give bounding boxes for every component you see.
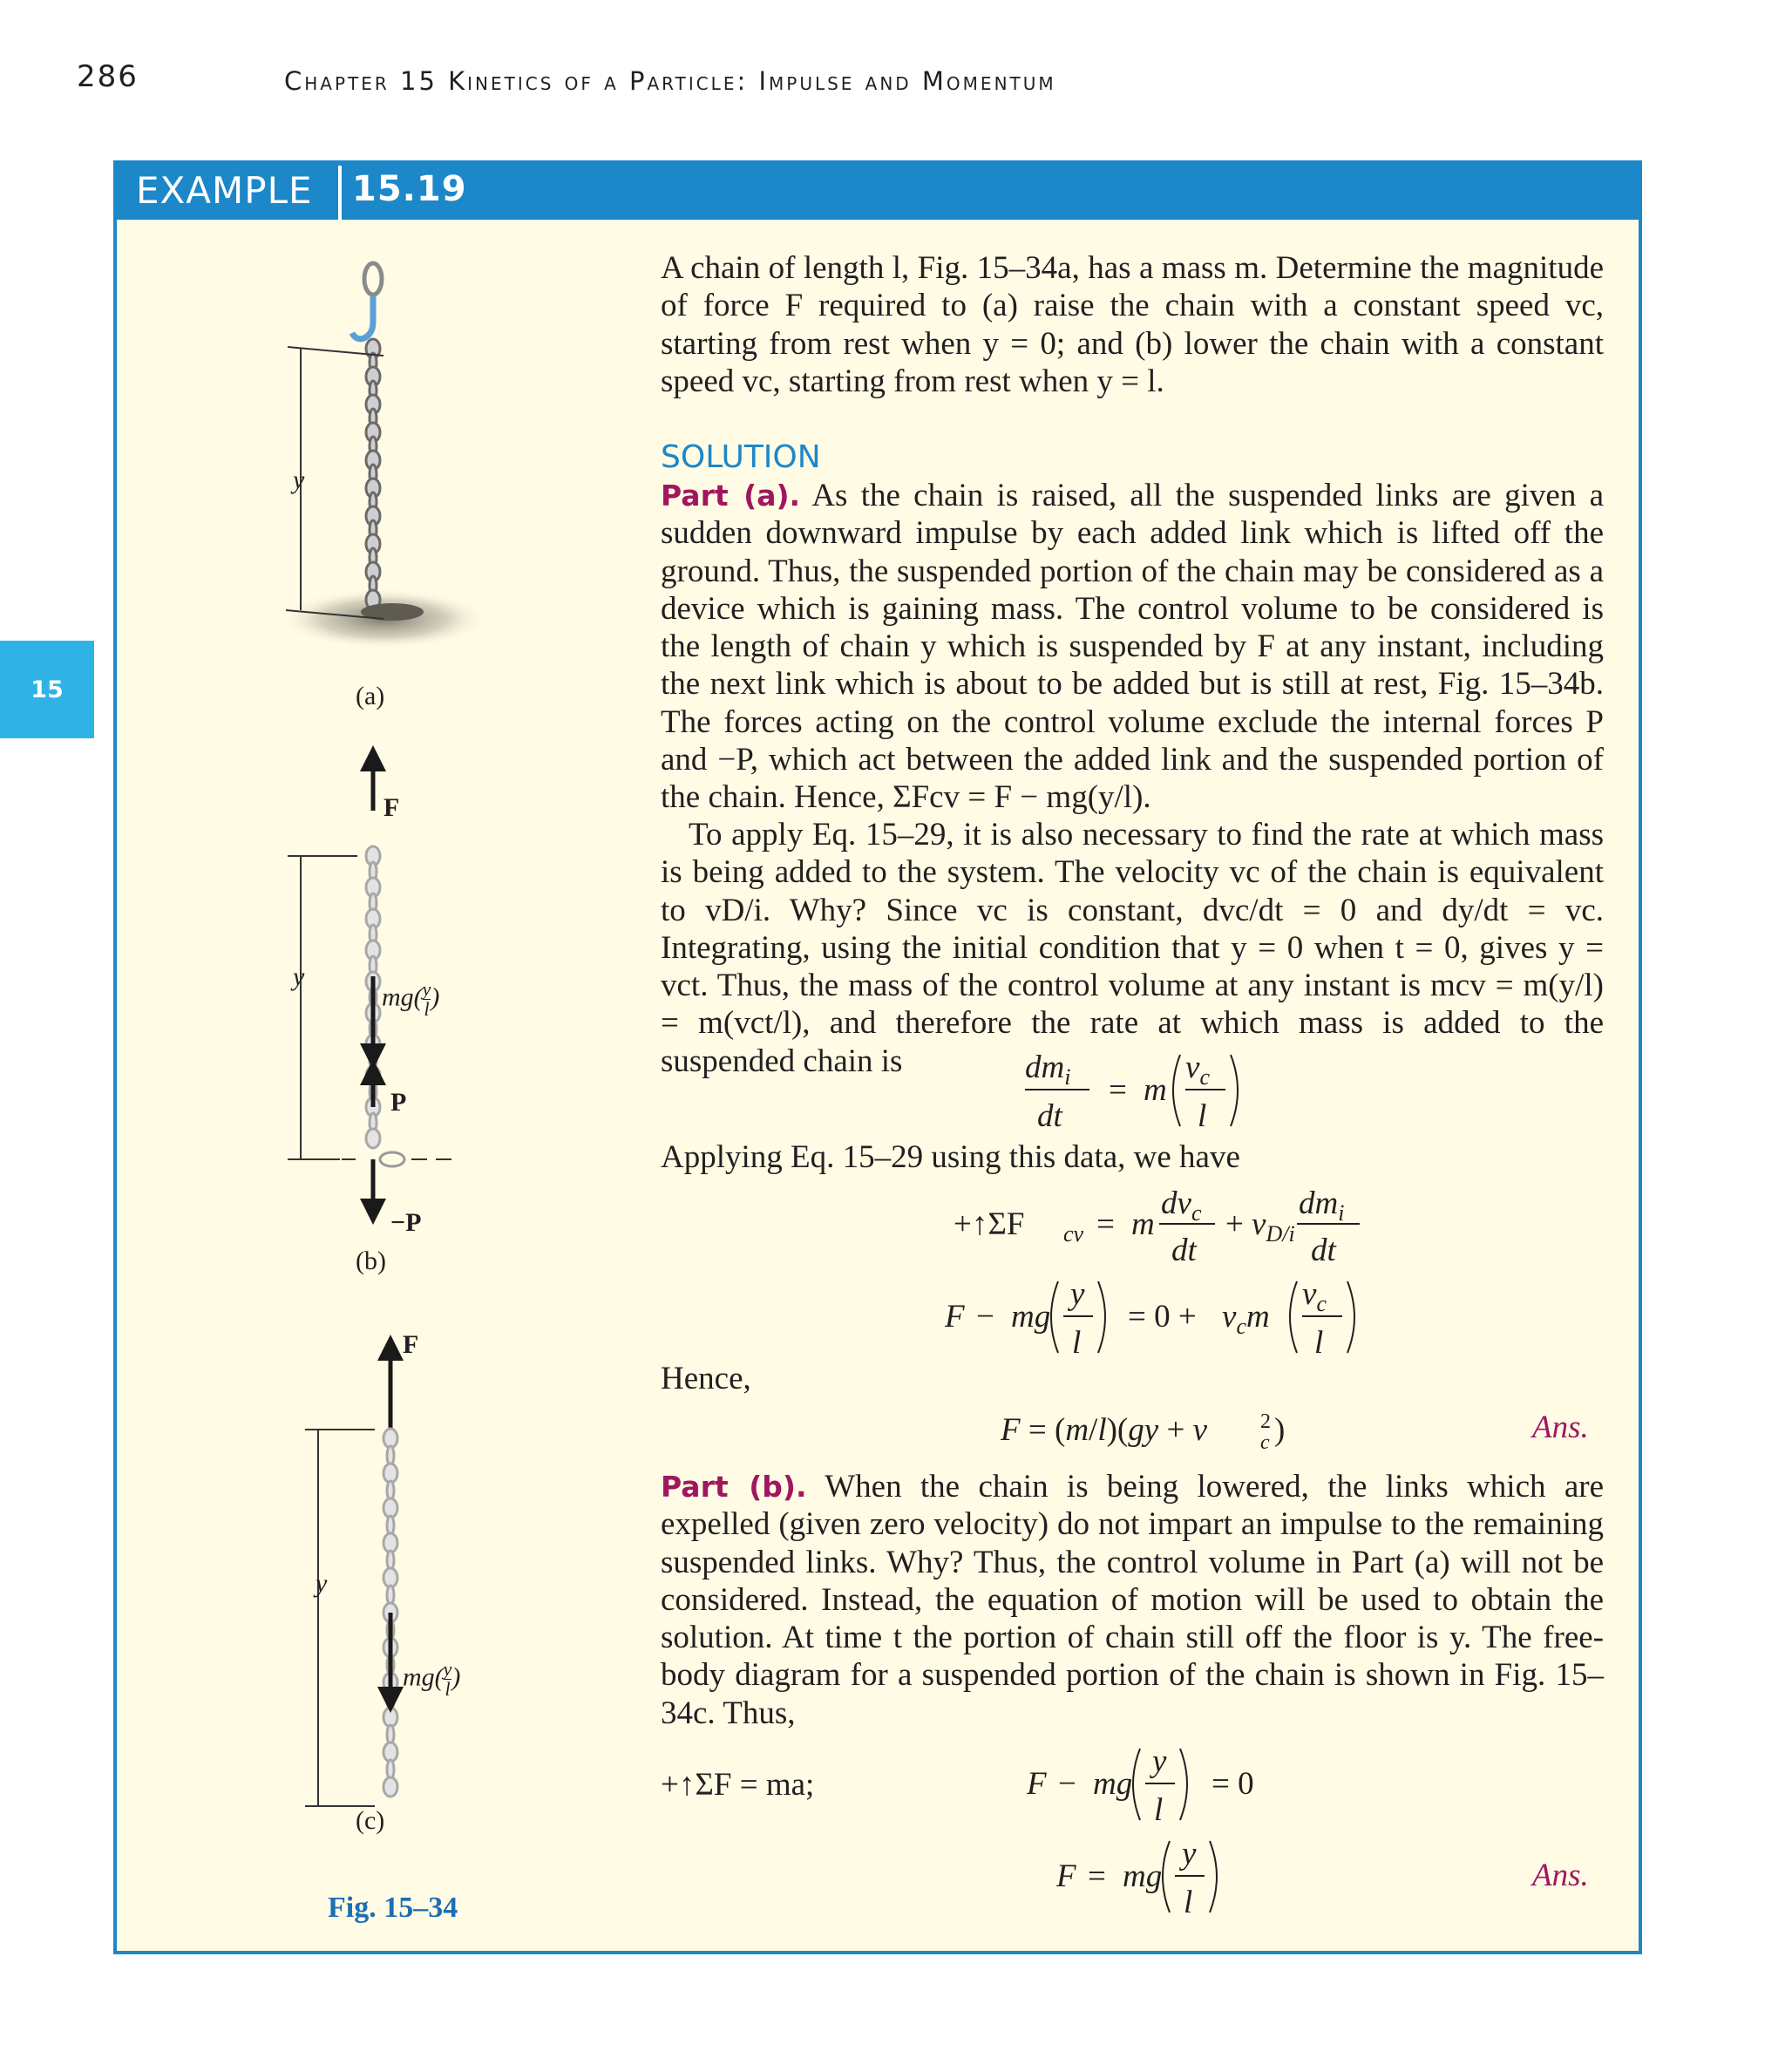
- figure-label-a: (a): [356, 682, 385, 710]
- running-head: Chapter 15 Kinetics of a Particle: Impulse and Momentum: [284, 66, 1056, 96]
- page-number: 286: [77, 59, 139, 94]
- svg-text:dt: dt: [1171, 1233, 1197, 1268]
- svg-text:+: +: [1225, 1206, 1244, 1242]
- part-b-heading: Part (b).: [661, 1470, 807, 1504]
- equation-part-b-motion: [1027, 1736, 1288, 1832]
- answer-label-a: Ans.: [1532, 1410, 1589, 1445]
- dim-label-y-b: y: [293, 962, 305, 991]
- svg-text:dt: dt: [1311, 1233, 1336, 1268]
- weight-label-c: mg( $\frac{y}{l}$ ): [403, 1658, 461, 1700]
- svg-text:F = (m/l)(gy + v: F = (m/l)(gy + v: [1001, 1412, 1208, 1448]
- svg-text:vD/i: $v_{D/i}$: [1252, 1206, 1295, 1247]
- svg-text:=: =: [1109, 1072, 1127, 1108]
- svg-text:mg: mg: [1093, 1766, 1133, 1802]
- equation-of-motion-label: +↑ΣF = ma;: [661, 1767, 815, 1803]
- svg-text:cv: cv: [1063, 1221, 1084, 1247]
- svg-text:dt: dt: [1037, 1098, 1062, 1134]
- example-number: 15.19: [352, 169, 467, 209]
- part-a-applying: Applying Eq. 15–29 using this data, we have: [661, 1139, 1240, 1175]
- weight-label-b: mg( $\frac{y}{l}$ ): [382, 978, 440, 1020]
- chapter-tab: 15: [0, 641, 94, 738]
- hook-icon: [352, 296, 373, 339]
- force-label-P: P: [390, 1088, 407, 1117]
- equation-part-a-substituted: [945, 1269, 1372, 1365]
- svg-text:dmi: $dm_i$: [1299, 1185, 1345, 1226]
- svg-text:m: m: [1144, 1072, 1167, 1108]
- chain-link: [366, 1129, 380, 1148]
- part-a-text-1: As the chain is raised, all the suspended links are given a sudden downward impulse by each added link which is lifted off the ground. Thus, the suspended portion of the chain may be considered as a device which is gaining mass. The control volume to be considered is the length of chain y which is suspended by F at any instant, including the next link which is about to be added but is still at rest, Fig. 15–34b. The forces acting on the control volume exclude the internal forces P and −P, which act between the added link and the suspended portion of the chain. Hence, ΣFcv = F − mg(y/l).: [661, 478, 1605, 816]
- force-label-negP: −P: [390, 1208, 422, 1237]
- svg-text:vcm: $v_cm$: [1222, 1299, 1270, 1339]
- svg-text:=: =: [1096, 1206, 1115, 1242]
- svg-text:mg: mg: [1123, 1858, 1163, 1894]
- svg-text:vc: $v_c$: [1185, 1050, 1210, 1090]
- svg-text:−: −: [1058, 1766, 1076, 1802]
- svg-text:): ): [1274, 1412, 1286, 1448]
- svg-text:y: y: [1070, 1276, 1085, 1312]
- chain-a: [366, 339, 380, 609]
- part-b-text: When the chain is being lowered, the links which are expelled (given zero velocity) do not impart an impulse to the remaining suspended links. Why? Thus, the control volume in Part (a) will not be considered. Instead, the equation of motion will be used to obtain the solution. At time t the portion of chain still off the floor is y. The free-body diagram for a suspended portion of the chain is shown in Fig. 15–34c. Thus,: [661, 1469, 1605, 1731]
- chain-link: [383, 1777, 397, 1797]
- svg-text:2: 2: [1260, 1410, 1271, 1433]
- svg-text:l: l: [1072, 1325, 1082, 1361]
- part-a-paragraph-2: To apply Eq. 15–29, it is also necessary to find the rate at which mass is being added to the system. The velocity vc of the chain is equivalent to vD/i. Why? Since vc is constant, dvc/dt = 0 and dy/dt = vc. Integrating, using the initial condition that y = 0 when t = 0, gives y = vct. Thus, the mass of the control volume at any instant is mcv = m(y/l) = m(vct/l), and therefore the rate at which mass is added to the suspended chain is: [661, 817, 1604, 1079]
- equation-variable-mass: [954, 1179, 1363, 1274]
- answer-label-b: Ans.: [1532, 1858, 1589, 1893]
- force-label-F-b: F: [383, 793, 400, 822]
- svg-text:F: F: [1056, 1858, 1076, 1894]
- svg-text:l: l: [1154, 1792, 1164, 1828]
- figure-label-c: (c): [356, 1806, 385, 1835]
- figure-label-b: (b): [356, 1247, 386, 1275]
- svg-text:= 0: = 0: [1211, 1766, 1254, 1802]
- added-link: [380, 1152, 404, 1166]
- svg-text:l: l: [1198, 1098, 1207, 1134]
- example-header-divider: [338, 166, 342, 220]
- equation-mass-rate: [1025, 1043, 1278, 1138]
- svg-text:mg: mg: [1011, 1299, 1051, 1335]
- figure-caption: Fig. 15–34: [328, 1892, 458, 1924]
- dim-label-y-c: y: [316, 1569, 328, 1598]
- equation-part-b-answer: [1056, 1829, 1248, 1925]
- svg-text:=: =: [1088, 1858, 1106, 1894]
- svg-text:y: y: [1182, 1836, 1197, 1872]
- example-label: EXAMPLE: [136, 169, 313, 212]
- part-a-paragraph-1: [661, 477, 1604, 817]
- svg-text:y: y: [1152, 1743, 1167, 1779]
- part-b-paragraph: [661, 1468, 1604, 1732]
- svg-text:−: −: [976, 1299, 994, 1335]
- solution-heading: SOLUTION: [661, 439, 821, 475]
- svg-text:l: l: [1314, 1325, 1324, 1361]
- example-header-bar: [117, 164, 1639, 220]
- svg-text:c: c: [1260, 1431, 1270, 1454]
- top-link-a: [364, 263, 382, 295]
- svg-text:dmi: $dm_i$: [1025, 1050, 1071, 1090]
- part-a-heading: Part (a).: [661, 479, 801, 513]
- svg-text:dvc: $dv_c$: [1161, 1185, 1202, 1226]
- equation-part-a-answer: [1001, 1403, 1297, 1456]
- svg-text:vc: $v_c$: [1302, 1276, 1327, 1316]
- force-label-F-c: F: [403, 1330, 419, 1359]
- svg-text:m: m: [1131, 1206, 1155, 1242]
- svg-text:F: F: [1027, 1766, 1047, 1802]
- svg-text:l: l: [1184, 1885, 1193, 1920]
- part-a-hence: Hence,: [661, 1361, 751, 1396]
- dim-label-y-a: y: [293, 465, 305, 494]
- svg-text:F: F: [945, 1299, 965, 1335]
- svg-text:= 0 +: = 0 +: [1128, 1299, 1197, 1335]
- problem-statement: A chain of length l, Fig. 15–34a, has a mass m. Determine the magnitude of force F required to (a) raise the chain with a constant speed vc, starting from rest when y = 0; and (b) lower the chain with a constant speed vc, starting from rest when y = l.: [661, 250, 1604, 399]
- svg-text:+↑ΣF: +↑ΣF: [954, 1206, 1025, 1242]
- figure-a: [279, 263, 488, 649]
